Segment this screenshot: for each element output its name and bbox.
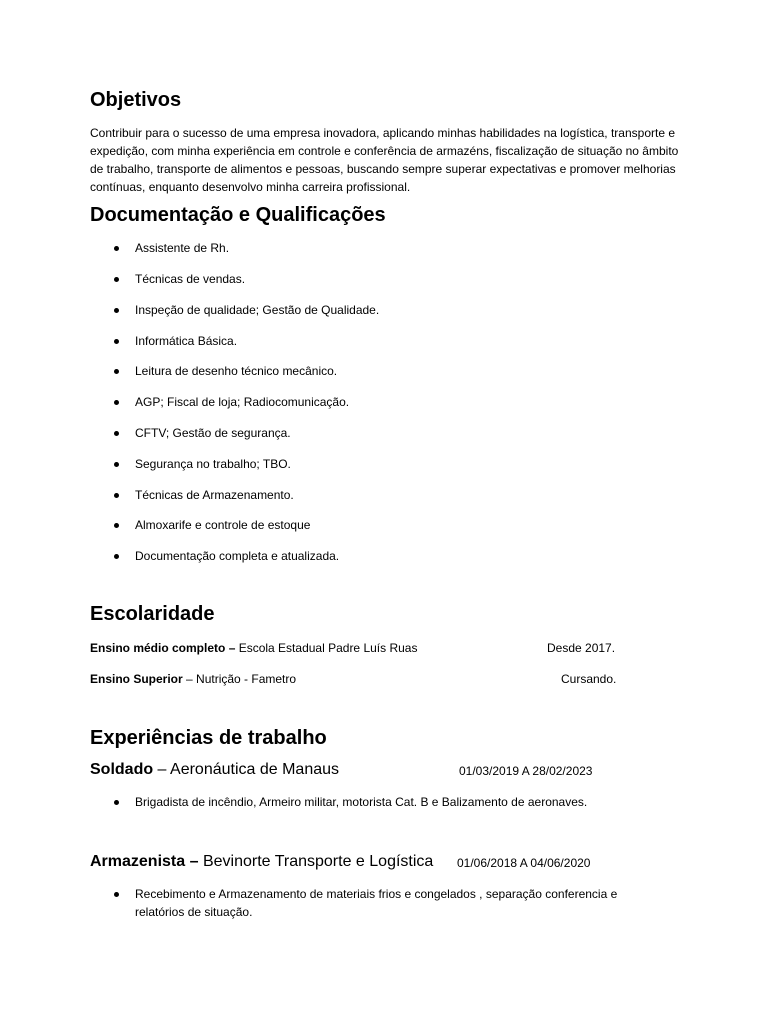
bullet-icon [114,462,119,467]
bullet-icon [114,800,119,805]
education-school: Nutrição - Fametro [196,672,297,686]
job-company: Aeronáutica de Manaus [170,761,340,778]
education-status: Desde 2017. [547,641,616,655]
section-title-objetivos: Objetivos [90,89,182,111]
bullet-icon [114,554,119,559]
job-title [90,760,339,780]
job-description: Recebimento e Armazenamento de materiais frios e congelados , separação conferencia e relatórios de situação. [135,887,618,919]
section-title-qualificacoes: Documentação e Qualificações [90,204,386,226]
bullet-icon [114,308,119,313]
bullet-icon [114,246,119,251]
education-level: Ensino médio completo [90,641,226,655]
bullet-icon [114,277,119,282]
resume-page: Objetivos Contribuir para o sucesso de uma empresa inovadora, aplicando minhas habilidades na logística, transporte e expedição, com minha experiência em controle e conferência de armazéns, fiscalização de situação no âmbito de trabalho, transporte de alimentos e pessoas, buscando sempre superar expectativas e promover melhorias contínuas, enquanto desenvolvo minha carreira profissional. Documentação e Qualificações Assistente de Rh. Técnicas de vendas. Inspeção de qualidade; Gestão de Qualidade. Informática Básica. Leitura de desenho técnico mecânico. AGP; Fiscal de loja; Radiocomunicação. CFTV; Gestão de segurança. Segurança no trabalho; TBO. Técnicas de Armazenamento. Almoxarife e controle de estoque Documentação completa e atualizada. Escolaridade Ensino médio completo – Escola Estadual Padre Luís Ruas Desde 2017. Ensino Superior – Nutrição - Fametro Cursando. Experiências de trabalho Soldado – Aeronáutica de Manaus 01/03/2019 A 28/02/2023 Brigadista de incêndio, Armeiro militar, motorista Cat. B e Balizamento de aeronaves. Armazenista – Bevinorte Transporte e Logística 01/06/2018 A 04/06/2020 Recebimento e Armazenamento de materiais frios e congelados , separação conferencia e relatórios de situação. [90,89,679,919]
job-company: Bevinorte Transporte e Logística [202,853,434,870]
bullet-icon [114,892,119,897]
job-dates: 01/06/2018 A 04/06/2020 [457,856,591,870]
job-description: Brigadista de incêndio, Armeiro militar, motorista Cat. B e Balizamento de aeronaves. [135,795,588,809]
education-separator: – [225,641,239,655]
bullet-icon [114,493,119,498]
bullet-icon [114,523,119,528]
job-dates: 01/03/2019 A 28/02/2023 [459,764,593,778]
education-separator: – [182,672,197,686]
education-status: Cursando. [561,672,617,686]
section-title-experiencias: Experiências de trabalho [90,727,327,749]
bullet-icon [114,369,119,374]
education-row [90,670,296,688]
education-row [90,639,417,657]
objetivos-text: Contribuir para o sucesso de uma empresa inovadora, aplicando minhas habilidades na logística, transporte e expedição, com minha experiência em controle e conferência de armazéns, fiscalização de situação no âmbito de trabalho, transporte de alimentos e pessoas, buscando sempre superar expectativas e promover melhorias contínuas, enquanto desenvolvo minha carreira profissional. [90,126,679,194]
job-separator: – [153,761,171,778]
job-role: Armazenista [90,853,186,870]
education-school: Escola Estadual Padre Luís Ruas [238,641,418,655]
job-title [90,852,433,872]
job-separator: – [185,853,203,870]
section-title-escolaridade: Escolaridade [90,603,215,625]
bullet-icon [114,400,119,405]
bullet-icon [114,431,119,436]
job-role: Soldado [90,761,154,778]
education-level: Ensino Superior [90,672,183,686]
bullet-icon [114,339,119,344]
